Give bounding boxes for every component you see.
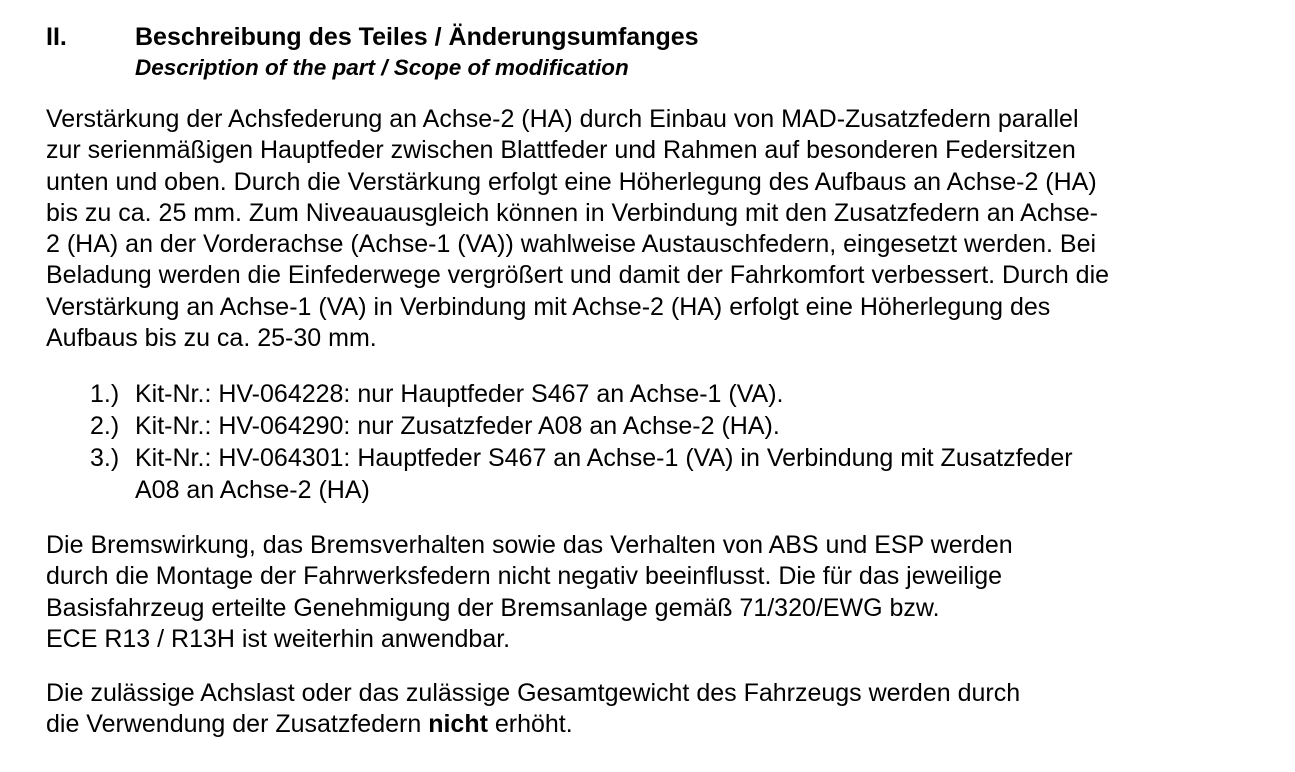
paragraph-text: die Verwendung der Zusatzfedern	[46, 710, 429, 739]
section-title-english: Description of the part / Scope of modification	[135, 55, 629, 80]
list-item-text	[135, 378, 1240, 410]
paragraph-line	[46, 709, 1246, 740]
list-item-text	[135, 410, 1240, 442]
brake-paragraph	[46, 530, 1246, 655]
paragraph-line: Beladung werden die Einfederwege vergrößert und damit der Fahrkomfort verbessert. Durch die	[46, 261, 1110, 290]
list-item-line: Kit-Nr.: HV-064290: nur Zusatzfeder A08 an Achse-2 (HA).	[135, 412, 780, 440]
list-item	[90, 410, 1240, 442]
kit-list	[90, 378, 1240, 506]
paragraph-line: 2 (HA) an der Vorderachse (Achse-1 (VA)) wahlweise Austauschfedern, eingesetzt werden. Bei	[46, 230, 1097, 259]
paragraph-line: Die Bremswirkung, das Bremsverhalten sowie das Verhalten von ABS und ESP werden	[46, 531, 1013, 559]
paragraph-line: bis zu ca. 25 mm. Zum Niveauausgleich können in Verbindung mit den Zusatzfedern an Achse-	[46, 198, 1098, 227]
list-item-line: Kit-Nr.: HV-064301: Hauptfeder S467 an Achse-1 (VA) in Verbindung mit Zusatzfeder	[135, 444, 1073, 472]
section-title-german: Beschreibung des Teiles / Änderungsumfanges	[135, 23, 699, 51]
list-item	[90, 378, 1240, 410]
paragraph-line: unten und oben. Durch die Verstärkung erfolgt eine Höherlegung des Aufbaus an Achse-2 (HA)	[46, 167, 1097, 196]
axle-load-paragraph	[46, 678, 1246, 741]
description-paragraph	[46, 104, 1246, 354]
list-item-line: Kit-Nr.: HV-064228: nur Hauptfeder S467 an Achse-1 (VA).	[135, 380, 784, 408]
paragraph-line: Verstärkung der Achsfederung an Achse-2 (HA) durch Einbau von MAD-Zusatzfedern parallel	[46, 105, 1079, 133]
list-item-number: 3.)	[90, 444, 120, 472]
list-item	[90, 442, 1240, 506]
paragraph-line: Aufbaus bis zu ca. 25-30 mm.	[46, 324, 377, 353]
list-item-number: 1.)	[90, 380, 120, 408]
paragraph-line: durch die Montage der Fahrwerksfedern nicht negativ beeinflusst. Die für das jeweilige	[46, 562, 1003, 591]
paragraph-line: Verstärkung an Achse-1 (VA) in Verbindung mit Achse-2 (HA) erfolgt eine Höherlegung des	[46, 292, 1051, 321]
list-item-text	[135, 442, 1240, 506]
paragraph-line: zur serienmäßigen Hauptfeder zwischen Blattfeder und Rahmen auf besonderen Federsitzen	[46, 136, 1076, 165]
list-item-number: 2.)	[90, 412, 120, 440]
paragraph-line: Die zulässige Achslast oder das zulässige Gesamtgewicht des Fahrzeugs werden durch	[46, 679, 1021, 707]
paragraph-text: erhöht.	[487, 710, 573, 739]
paragraph-line: ECE R13 / R13H ist weiterhin anwendbar.	[46, 624, 511, 653]
list-item-line: A08 an Achse-2 (HA)	[135, 476, 370, 504]
emphasis-text: nicht	[428, 710, 488, 739]
paragraph-line: Basisfahrzeug erteilte Genehmigung der Bremsanlage gemäß 71/320/EWG bzw.	[46, 593, 940, 622]
section-number: II.	[46, 23, 67, 51]
